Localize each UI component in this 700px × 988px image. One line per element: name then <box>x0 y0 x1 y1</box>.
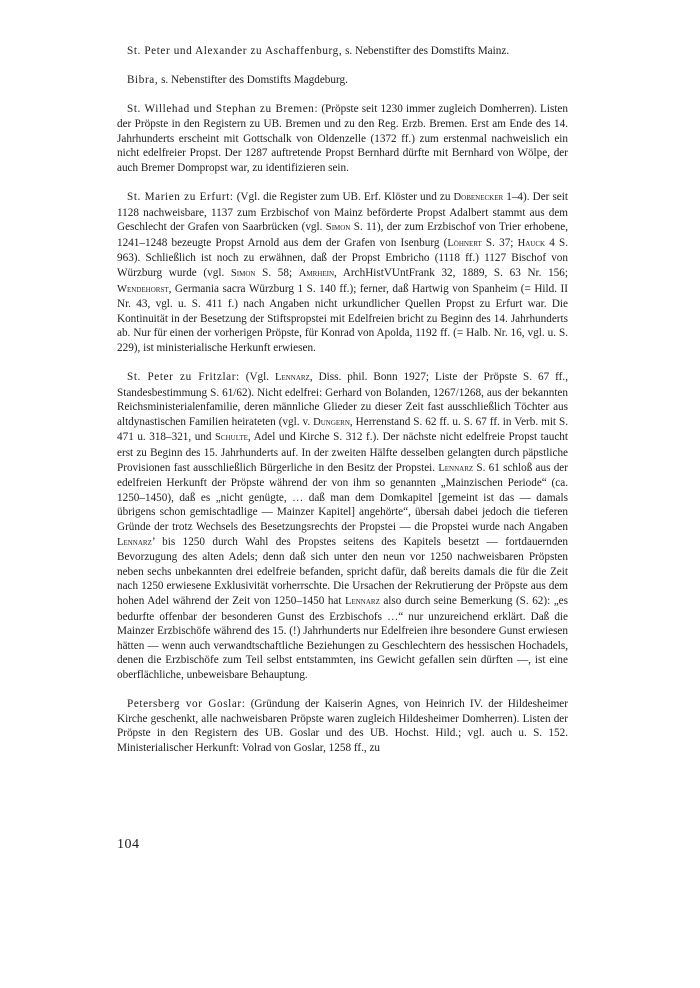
entry-text: also durch seine Bemerkung (S. 62): „es bedurfte offenbar der besonderen Gunst des Erzbischofs …“ nur unzureichend erklärt. Daß die Mainzer Erzbischöfe während des 15. (!) Jahrhunderts nur Edelfreien ihre besondere Gunst erwiesen hätten — wenn auch verwandtschaftliche Beziehungen zu Geschlechtern des hessischen Hochadels, denen die Erzbischöfe zum Teil selbst entstammten, ins Gewicht gefallen sein dürften —, ist eine oberflächliche, unbeweisbare Behauptung. <box>117 594 568 681</box>
author-name: Dungern <box>313 416 350 428</box>
author-name: Schulte <box>215 432 248 444</box>
entry-heading: Bibra, <box>127 74 159 87</box>
page-number: 104 <box>117 837 140 852</box>
entry-text: ’ bis 1250 durch Wahl des Propstes seitens des Kapitels besetzt — fortdauernden Bevorzugung des alten Adels; denn daß sich unter den neun vor 1250 nachweisbaren Pröpsten neben sechs unbekannten drei edelfreie befanden, spricht dafür, daß bereits damals die für die Zeit nach 1250 erwiesene Exklusivität vorherrschte. Die Ursachen der Rekrutierung der Pröpste aus dem hohen Adel während der Zeit von 1250–1450 hat <box>117 535 568 607</box>
author-name: Lennarz <box>274 372 310 384</box>
entry-text: 1–4). Der seit 1128 nachweisbare, 1137 zum Erzbischof von Mainz beförderte Propst Adalbert stammt aus dem Geschlecht der Grafen von Saarbrücken (vgl. <box>117 190 568 234</box>
author-name: Löhnert <box>447 237 482 249</box>
author-name: Hauck <box>517 237 546 249</box>
entry-bibra <box>117 73 568 88</box>
author-name: Simon <box>230 267 256 279</box>
entry-text: 4 S. 963). Schließlich ist noch zu erwähnen, daß der Propst Embricho (1118 ff.) 1127 Bischof von Würzburg wurde (vgl. <box>117 236 568 279</box>
entry-aschaffenburg <box>117 44 568 59</box>
entry-heading: St. Peter zu Fritzlar: <box>127 371 240 384</box>
entry-text: , Diss. phil. Bonn 1927; Liste der Pröpste S. 67 ff., Standesbestimmung S. 61/62). Nicht edelfrei: Gerhard von Bolanden, 1267/1268, aus der bekannten Reichsministerialenfamilie, deren männliche Glieder zu dieser Zeit fast ausschließlich Töchter aus altdynastischen Familien heirateten (vgl. v. <box>117 371 568 428</box>
author-name: Simon <box>325 222 351 234</box>
author-name: Lennarz <box>438 462 474 474</box>
entry-text: s. Nebenstifter des Domstifts Mainz. <box>342 45 510 57</box>
entry-text: S. 37; <box>481 236 518 249</box>
entry-text: , ArchHistVUntFrank 32, 1889, S. 63 Nr. 156; <box>334 266 568 279</box>
entry-text: (Vgl. <box>239 371 275 384</box>
entry-text: S. 58; <box>255 266 299 279</box>
entry-heading: Petersberg vor Goslar: <box>127 698 246 711</box>
entry-heading: St. Peter und Alexander zu Aschaffenburg, <box>127 45 343 57</box>
entry-text: (Vgl. die Register zum UB. Erf. Klöster und zu <box>233 190 454 203</box>
author-name: Amrhein <box>298 267 334 279</box>
author-name: Wendehorst <box>117 283 169 295</box>
page-text <box>117 44 568 770</box>
entry-text: S. 11), der zum Erzbischof von Trier erhobene, 1241–1248 bezeugte Propst Arnold aus dem der Grafen von Isenburg ( <box>117 221 568 249</box>
entry-text: S. 61 schloß aus der edelfreien Herkunft der Pröpste während der von ihm so genannten „Mainzischen Periode“ (ca. 1250–1450), daß es „nicht genügte, … daß man dem Domkapitel [gemeint ist das — damals übrigens schon gemischtadlige — Mainzer Kapitel] angehörte“, übersah dabei jedoch die tieferen Gründe der trotz Wechsels des Besetzungsrechts der Propstei — die Propstei wurde nach Angaben <box>117 461 568 533</box>
entry-heading: St. Marien zu Erfurt: <box>127 190 234 203</box>
entry-bremen <box>117 102 568 175</box>
entry-goslar <box>117 697 568 755</box>
entry-text: , Herrenstand S. 62 ff. u. S. 67 ff. in Verb. mit S. 471 u. 318–321, und <box>117 415 569 444</box>
entry-fritzlar <box>117 370 568 682</box>
author-name: Dobenecker <box>453 191 504 203</box>
entry-text: s. Nebenstifter des Domstifts Magdeburg. <box>158 74 348 87</box>
entry-heading: St. Willehad und Stephan zu Bremen: <box>127 103 319 116</box>
author-name: Lennarz <box>344 595 380 607</box>
entry-text: (Gründung der Kaiserin Agnes, von Heinrich IV. der Hildesheimer Kirche geschenkt, alle nachweisbaren Pröpste waren zugleich Hildesheimer Domherren). Listen der Pröpste in den Registern des UB. Goslar und des UB. Hochst. Hild.; vgl. auch u. S. 152. Ministerialischer Herkunft: Volrad von Goslar, 1258 ff., zu <box>117 698 568 754</box>
entry-erfurt <box>117 190 568 356</box>
entry-text: (Pröpste seit 1230 immer zugleich Domherren). Listen der Pröpste in den Registern zu UB. Bremen und zu den Reg. Erzb. Bremen. Erst am Ende des 14. Jahrhunderts erscheint mit Gottschalk von Oldenzelle (1372 ff.) zum erstenmal nachweislich ein nicht edelfreier Propst. Der 1287 auftretende Propst Bernhard dürfte mit Bernhard von Wölpe, der auch Bremer Dompropst war, zu identifizieren sein. <box>117 103 568 174</box>
author-name: Lennarz <box>117 536 152 548</box>
entry-text: , Adel und Kirche S. 312 f.). Der nächste nicht edelfreie Propst taucht erst zu Beginn des 15. Jahrhunderts auf. In der zweiten Hälfte desselben gelangten durch päpstliche Provisionen fast ausschließlich Bürgerliche in den Besitz der Propstei. <box>117 431 568 474</box>
entry-text: , Germania sacra Würzburg 1 S. 140 ff.); ferner, daß Hartwig von Spanheim (= Hild. II Nr. 43, vgl. u. S. 411 f.) nach Angaben nicht urkundlicher Quellen Propst zu Erfurt war. Die Kontinuität in der Besetzung der Stiftspropstei mit Edelfreien bricht zu Beginn des 14. Jahrhunderts ab. Nur für einen der vorherigen Pröpste, für Konrad von Apolda, 1192 ff. (= Halb. Nr. 16, vgl. u. S. 229), ist ministerialische Herkunft erwiesen. <box>117 282 568 354</box>
